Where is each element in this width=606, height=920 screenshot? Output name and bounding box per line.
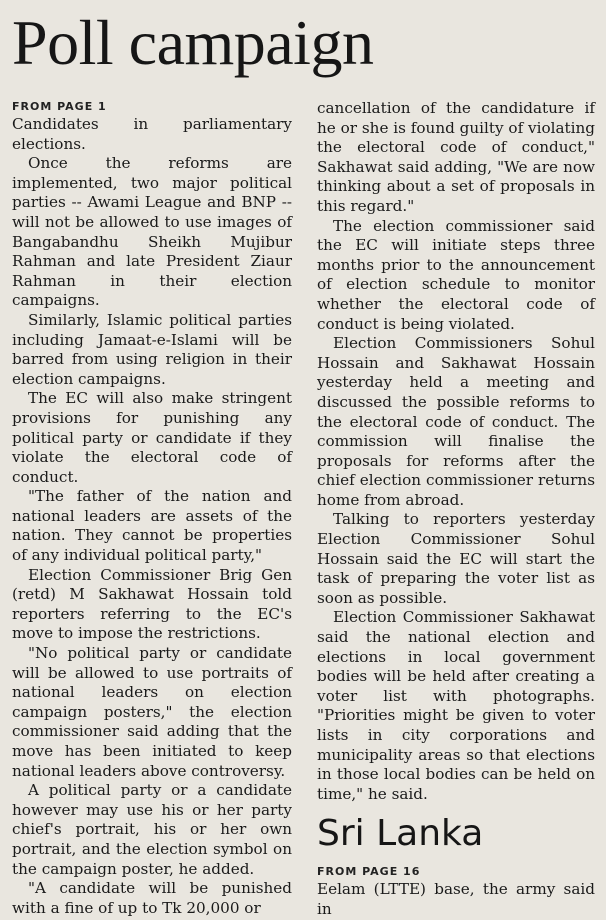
article-paragraph: "The father of the nation and national leaders are assets of the nation. They cannot be properties of any individual political party," xyxy=(12,487,292,565)
right-column xyxy=(317,99,595,920)
article-paragraph: Election Commissioner Sakhawat said the national election and elections in local government bodies will be held after creating a voter list with photographs. "Priorities might be given to voter lists in city corporations and municipality areas so that elections in those local bodies can be held on time," he said. xyxy=(317,608,595,803)
from-page-kicker-2: FROM PAGE 16 xyxy=(317,865,421,879)
headline: Poll campaign xyxy=(12,7,374,78)
article-paragraph: Similarly, Islamic political parties including Jamaat-e-Islami will be barred from using religion in their election campaigns. xyxy=(12,310,292,388)
article-paragraph: The election commissioner said the EC will initiate steps three months prior to the announcement of election schedule to monitor whether the electoral code of conduct is being violated. xyxy=(317,216,595,333)
second-headline: Sri Lanka xyxy=(317,813,484,855)
article-paragraph: "A candidate will be punished with a fine of up to Tk 20,000 or xyxy=(12,879,292,917)
article-paragraph: Candidates in parliamentary elections. xyxy=(12,115,292,153)
article-paragraph: cancellation of the candidature if he or she is found guilty of violating the electoral code of conduct," Sakhawat said adding, "We are now thinking about a set of proposals in this regard." xyxy=(317,99,595,215)
left-column xyxy=(12,99,292,918)
article-paragraph: "No political party or candidate will be allowed to use portraits of national leaders on election campaign posters," the election commissioner said adding that the move has been initiated to keep national leaders above controversy. xyxy=(12,644,292,780)
article-paragraph: Talking to reporters yesterday Election Commissioner Sohul Hossain said the EC will start the task of preparing the voter list as soon as possible. xyxy=(317,510,595,607)
article-paragraph: A political party or a candidate however may use his or her party chief's portrait, his or her own portrait, and the election symbol on the campaign poster, he added. xyxy=(12,781,292,878)
article-paragraph: Eelam (LTTE) base, the army said in xyxy=(317,880,595,918)
article-paragraph: Election Commissioner Brig Gen (retd) M Sakhawat Hossain told reporters referring to the EC's move to impose the restrictions. xyxy=(12,565,292,643)
article-paragraph: Election Commissioners Sohul Hossain and Sakhawat Hossain yesterday held a meeting and discussed the possible reforms to the electoral code of conduct. The commission will finalise the proposals for reforms after the chief election commissioner returns home from abroad. xyxy=(317,334,595,509)
article-paragraph: Once the reforms are implemented, two major political parties -- Awami League and BNP -- will not be allowed to use images of Bangabandhu Sheikh Mujibur Rahman and late President Ziaur Rahman in their election campaigns. xyxy=(12,154,292,310)
from-page-kicker: FROM PAGE 1 xyxy=(12,100,107,113)
article-paragraph: The EC will also make stringent provisions for punishing any political party or candidate if they violate the electoral code of conduct. xyxy=(12,389,292,486)
